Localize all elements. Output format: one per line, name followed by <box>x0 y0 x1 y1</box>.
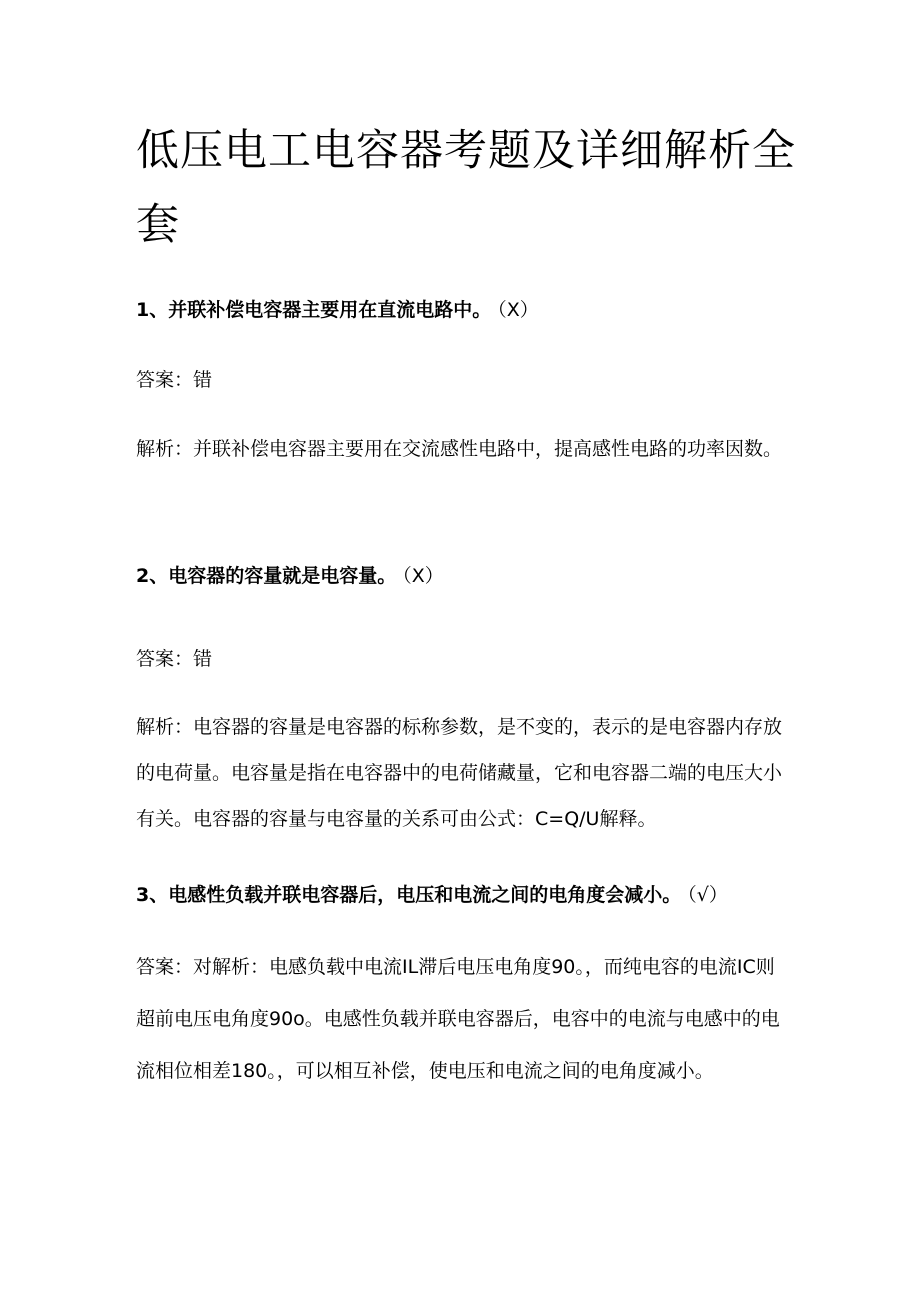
analysis-1: 解析：并联补偿电容器主要用在交流感性电路中，提高感性电路的功率因数。 <box>136 438 783 460</box>
question-2-mark: （X） <box>402 565 444 587</box>
document-title: 低压电工电容器考题及详细解析全套 <box>136 126 796 250</box>
question-3-text: 3、电感性负载并联电容器后，电压和电流之间的电角度会减小。 <box>136 884 682 906</box>
analysis-2: 解析：电容器的容量是电容器的标称参数，是不变的，表示的是电容器内存放的电荷量。电容量是指在电容器中的电荷储藏量，它和电容器二端的电压大小有关。电容器的容量与电容量的关系可由公式：C=Q/U解释。 <box>136 716 783 830</box>
question-1-text: 1、并联补偿电容器主要用在直流电路中。 <box>136 299 492 321</box>
question-3 <box>136 880 796 910</box>
question-1 <box>136 295 796 325</box>
question-2-text: 2、电容器的容量就是电容量。 <box>136 565 397 587</box>
answer-2: 答案：错 <box>136 648 213 670</box>
question-2 <box>136 561 796 591</box>
answer-1: 答案：错 <box>136 369 213 391</box>
question-1-mark: （X） <box>497 299 539 321</box>
answer-analysis-3: 答案：对解析：电感负载中电流IL滞后电压电角度90。，而纯电容的电流IC则超前电压电角度90o。电感性负载并联电容器后，电容中的电流与电感中的电流相位相差180。，可以相互补偿，使电压和电流之间的电角度减小。 <box>136 956 780 1082</box>
question-3-mark: （√） <box>687 884 728 906</box>
